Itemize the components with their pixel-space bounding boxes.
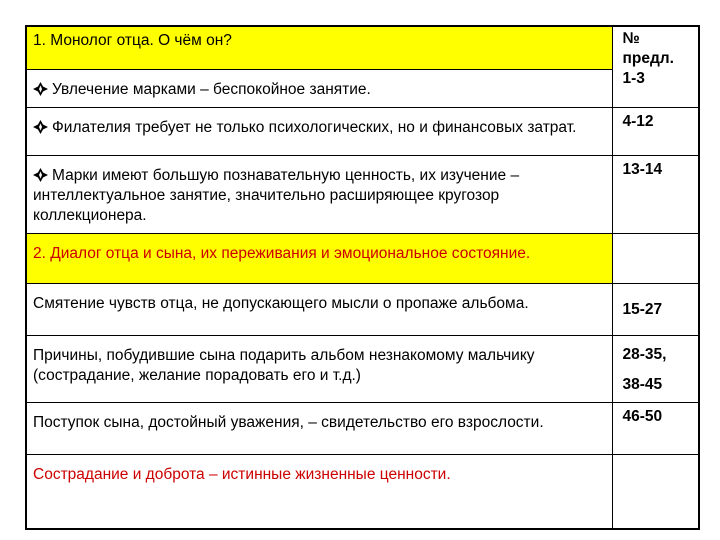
row-3-num-cell [612,155,698,233]
outline-table [27,27,698,528]
row-4-num-cell [612,283,698,335]
row-6-num-cell [612,402,698,454]
header-title-cell [27,27,612,69]
row-6-text-cell [27,402,612,454]
row-2-text-cell [27,107,612,155]
row-6-num: 46-50 [622,407,663,425]
section-2-title-cell [27,233,612,283]
row-4-text-cell [27,283,612,335]
row-5-num-cell [612,335,698,402]
row-1-text: Увлечение марками – беспокойное занятие. [52,80,371,98]
row-5-num-2: 38-45 [622,375,663,393]
row-5-text: Причины, побудившие сына подарить альбом незнакомому мальчику (сострадание, желание порадовать его и т.д.) [33,346,535,384]
row-2-num-cell [612,107,698,155]
header-num-cell [612,27,698,107]
conclusion-cell [27,454,612,528]
section-2-title: 2. Диалог отца и сына, их переживания и эмоциональное состояние. [33,244,531,262]
diamond-bullet-icon [33,168,48,182]
row-1-text-cell [27,69,612,107]
outline-table-frame [25,25,700,530]
header-num-label-1: № [622,30,640,47]
row-6-text: Поступок сына, достойный уважения, – свидетельство его взрослости. [33,413,544,431]
row-1-num: 1-3 [622,70,645,87]
conclusion-num-cell [612,454,698,528]
diamond-bullet-icon [33,82,48,96]
header-num-label-2: предл. [622,50,674,67]
row-2-text: Филателия требует не только психологических, но и финансовых затрат. [52,118,577,136]
row-3-text: Марки имеют большую познавательную ценность, их изучение – интеллектуальное занятие, значительно расширяющее кругозор коллекционера. [33,166,520,224]
conclusion-text: Сострадание и доброта – истинные жизненные ценности. [33,465,451,483]
row-2-num: 4-12 [622,112,654,130]
header-title: 1. Монолог отца. О чём он? [33,32,232,49]
section-2-num-cell [612,233,698,283]
row-5-num-1: 28-35, [622,345,667,363]
row-4-text: Смятение чувств отца, не допускающего мысли о пропаже альбома. [33,294,529,312]
row-3-num: 13-14 [622,160,663,178]
row-5-text-cell [27,335,612,402]
row-3-text-cell [27,155,612,233]
row-4-num: 15-27 [622,301,663,318]
diamond-bullet-icon [33,120,48,134]
